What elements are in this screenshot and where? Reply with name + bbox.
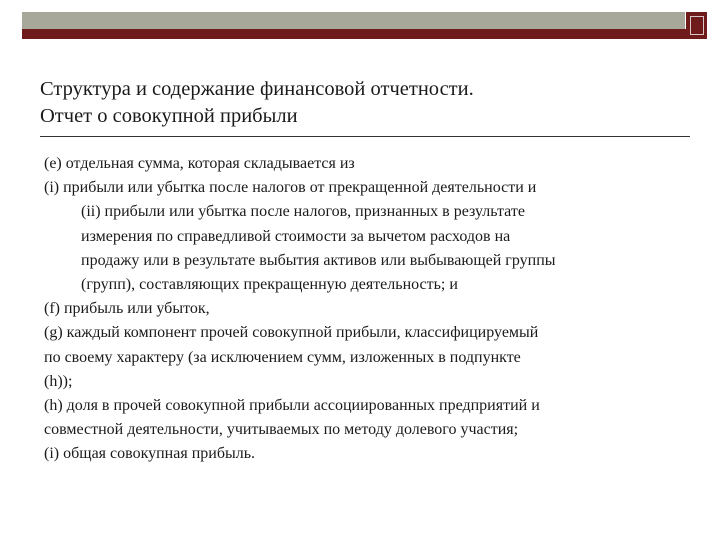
body-line-indented: (групп), составляющих прекращенную деятельность; и bbox=[81, 276, 458, 294]
body-line: (h)); bbox=[44, 372, 73, 390]
body-line: (g) каждый компонент прочей совокупной прибыли, классифицируемый bbox=[44, 324, 539, 342]
body-line-indented: продажу или в результате выбытия активов или выбывающей группы bbox=[81, 251, 556, 269]
title-line-1: Структура и содержание финансовой отчетности. bbox=[40, 78, 474, 100]
body-line: (i) прибыли или убытка после налогов от прекращенной деятельности и bbox=[44, 179, 537, 197]
slide-body bbox=[44, 152, 694, 467]
body-line: по своему характеру (за исключением сумм, изложенных в подпункте bbox=[44, 348, 521, 366]
body-line-indented: измерения по справедливой стоимости за вычетом расходов на bbox=[81, 227, 511, 245]
header-band bbox=[22, 12, 685, 29]
slide-title bbox=[40, 76, 680, 130]
title-line-2: Отчет о совокупной прибыли bbox=[40, 105, 298, 127]
corner-square-decoration bbox=[686, 12, 707, 39]
body-line: (e) отдельная сумма, которая складывается из bbox=[44, 155, 355, 172]
body-line: (h) доля в прочей совокупной прибыли ассоциированных предприятий и bbox=[44, 397, 540, 415]
corner-square-inner bbox=[690, 16, 704, 35]
body-line-indented: (ii) прибыли или убытка после налогов, признанных в результате bbox=[81, 203, 525, 221]
body-line: (i) общая совокупная прибыль. bbox=[44, 445, 255, 463]
title-divider bbox=[40, 136, 690, 137]
body-line: (f) прибыль или убыток, bbox=[44, 300, 210, 318]
body-line: совместной деятельности, учитываемых по методу долевого участия; bbox=[44, 421, 519, 439]
header-rule bbox=[22, 29, 707, 39]
